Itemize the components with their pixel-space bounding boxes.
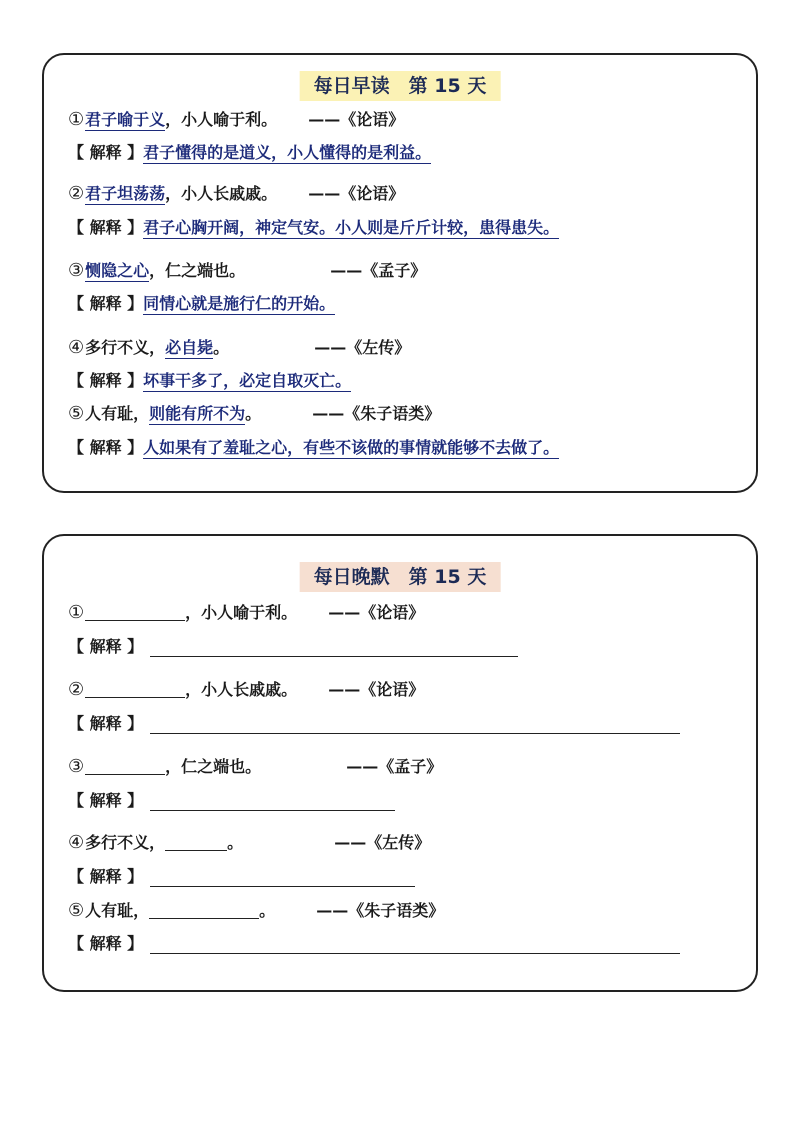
- explain-label: 【 解释 】: [68, 218, 144, 237]
- quote-prefix: 人有耻，: [85, 901, 150, 920]
- quote-answer: 恻隐之心: [85, 261, 150, 280]
- quote-text: ，小人喻于利。: [185, 603, 298, 622]
- quote-text: 。: [259, 901, 276, 920]
- quote-source: ——《左传》: [314, 338, 411, 357]
- quote-answer: 君子喻于义: [85, 110, 166, 129]
- quote-prefix: 多行不义，: [85, 338, 166, 357]
- explain-row-4: [68, 370, 351, 392]
- quote-text: ，小人长戚戚。: [185, 680, 298, 699]
- quote-source: ——《朱子语类》: [312, 404, 441, 423]
- explain-row-3: [68, 293, 335, 315]
- quote-source: ——《孟子》: [330, 261, 427, 280]
- dictation-explain-row-1: [68, 636, 143, 658]
- quote-text: ，仁之端也。: [149, 261, 246, 280]
- quote-answer: 君子坦荡荡: [85, 184, 166, 203]
- explain-label: 【 解释 】: [68, 934, 144, 953]
- morning-title: 每日早读 第 15 天: [300, 71, 501, 101]
- quote-row-4: [68, 337, 410, 359]
- explain-label: 【 解释 】: [68, 438, 144, 457]
- answer-blank[interactable]: [149, 900, 259, 919]
- item-number: ①: [68, 109, 85, 130]
- explain-label: 【 解释 】: [68, 371, 144, 390]
- explain-text: 君子心胸开阔，神定气安。小人则是斤斤计较，患得患失。: [143, 218, 560, 237]
- quote-source: ——《孟子》: [346, 757, 443, 776]
- item-number: ⑤: [68, 900, 85, 921]
- explain-label: 【 解释 】: [68, 791, 144, 810]
- explain-row-1: [68, 142, 431, 164]
- explain-blank-line[interactable]: [150, 886, 415, 887]
- item-number: ④: [68, 832, 85, 853]
- quote-source: ——《论语》: [328, 603, 425, 622]
- explain-label: 【 解释 】: [68, 294, 144, 313]
- item-number: ②: [68, 679, 85, 700]
- quote-text: 。: [213, 338, 230, 357]
- dictation-explain-row-3: [68, 790, 143, 812]
- explain-label: 【 解释 】: [68, 714, 144, 733]
- quote-source: ——《朱子语类》: [316, 901, 445, 920]
- explain-text: 君子懂得的是道义，小人懂得的是利益。: [143, 143, 432, 162]
- quote-answer: 则能有所不为: [149, 404, 246, 423]
- dictation-row-5: [68, 900, 444, 922]
- evening-title: 每日晚默 第 15 天: [300, 562, 501, 592]
- quote-source: ——《论语》: [308, 110, 405, 129]
- item-number: ③: [68, 260, 85, 281]
- quote-source: ——《论语》: [328, 680, 425, 699]
- quote-text: ，小人喻于利。: [165, 110, 278, 129]
- quote-source: ——《左传》: [334, 833, 431, 852]
- dictation-row-1: [68, 602, 424, 624]
- explain-blank-line[interactable]: [150, 733, 680, 734]
- item-number: ②: [68, 183, 85, 204]
- dictation-explain-row-4: [68, 866, 143, 888]
- quote-prefix: 多行不义，: [85, 833, 166, 852]
- explain-label: 【 解释 】: [68, 143, 144, 162]
- item-number: ④: [68, 337, 85, 358]
- quote-row-3: [68, 260, 426, 282]
- explain-blank-line[interactable]: [150, 810, 395, 811]
- explain-row-2: [68, 217, 559, 239]
- explain-text: 同情心就是施行仁的开始。: [143, 294, 336, 313]
- item-number: ①: [68, 602, 85, 623]
- item-number: ③: [68, 756, 85, 777]
- explain-blank-line[interactable]: [150, 656, 518, 657]
- morning-reading-card: [42, 53, 758, 493]
- explain-text: 坏事干多了，必定自取灭亡。: [143, 371, 352, 390]
- explain-row-5: [68, 437, 559, 459]
- evening-dictation-card: [42, 534, 758, 992]
- dictation-row-3: [68, 756, 442, 778]
- answer-blank[interactable]: [85, 756, 165, 775]
- quote-source: ——《论语》: [308, 184, 405, 203]
- item-number: ⑤: [68, 403, 85, 424]
- answer-blank[interactable]: [165, 832, 227, 851]
- quote-row-1: [68, 109, 404, 131]
- quote-row-2: [68, 183, 404, 205]
- quote-answer: 必自毙: [165, 338, 214, 357]
- quote-text: 。: [227, 833, 244, 852]
- quote-text: 。: [245, 404, 262, 423]
- dictation-explain-row-5: [68, 933, 143, 955]
- explain-blank-line[interactable]: [150, 953, 680, 954]
- explain-text: 人如果有了羞耻之心，有些不该做的事情就能够不去做了。: [143, 438, 560, 457]
- answer-blank[interactable]: [85, 602, 185, 621]
- quote-text: ，小人长戚戚。: [165, 184, 278, 203]
- dictation-explain-row-2: [68, 713, 143, 735]
- explain-label: 【 解释 】: [68, 637, 144, 656]
- dictation-row-2: [68, 679, 424, 701]
- quote-prefix: 人有耻，: [85, 404, 150, 423]
- explain-label: 【 解释 】: [68, 867, 144, 886]
- dictation-row-4: [68, 832, 430, 854]
- quote-text: ，仁之端也。: [165, 757, 262, 776]
- quote-row-5: [68, 403, 440, 425]
- answer-blank[interactable]: [85, 679, 185, 698]
